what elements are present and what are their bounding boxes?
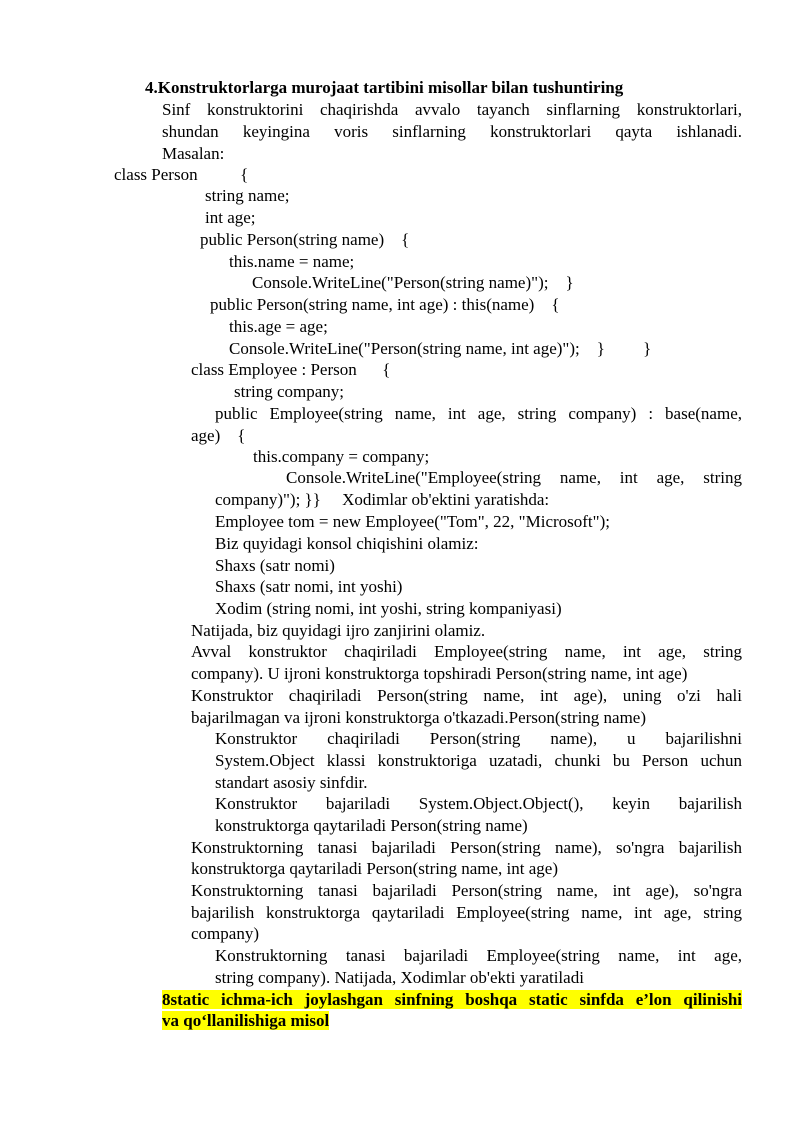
- code-line-15: Console.WriteLine("Employee(string name, int age, string: [286, 468, 742, 487]
- code-line-16: company)"); }} Xodimlar ob'ektini yaratishda:: [215, 490, 550, 509]
- code-line-14: this.company = company;: [253, 447, 430, 466]
- body-line-12: konstruktorga qaytariladi Person(string name, int age): [191, 859, 558, 878]
- code-line-4: public Person(string name) {: [200, 230, 410, 249]
- code-line-20: Shaxs (satr nomi, int yoshi): [215, 577, 403, 596]
- code-line-12: public Employee(string name, int age, string company) : base(name,: [215, 404, 742, 423]
- body-line-2: Avval konstruktor chaqiriladi Employee(string name, int age, string: [191, 642, 742, 661]
- section-4-heading: 4.Konstruktorlarga murojaat tartibini misollar bilan tushuntiring: [145, 78, 624, 97]
- code-line-9: Console.WriteLine("Person(string name, int age)"); } }: [229, 339, 652, 358]
- code-line-3: int age;: [205, 208, 256, 227]
- body-line-13: Konstruktorning tanasi bajariladi Person(string name, int age), so'ngra: [191, 881, 742, 900]
- body-line-11: Konstruktorning tanasi bajariladi Person(string name), so'ngra bajarilish: [191, 838, 742, 857]
- body-line-7: System.Object klassi konstruktoriga uzatadi, chunki bu Person uchun: [215, 751, 742, 770]
- section-8-heading-line-1: [162, 989, 742, 1011]
- highlighted-text: va qo‘llanilishiga misol: [162, 1011, 330, 1030]
- code-line-8: this.age = age;: [229, 317, 328, 336]
- intro-line-3: Masalan:: [162, 144, 225, 163]
- code-line-1: class Person {: [114, 165, 249, 184]
- body-line-6: Konstruktor chaqiriladi Person(string name), u bajarilishni: [215, 729, 742, 748]
- body-line-8: standart asosiy sinfdir.: [215, 773, 368, 792]
- body-line-14: bajarilish konstruktorga qaytariladi Employee(string name, int age, string: [191, 903, 742, 922]
- code-line-17: Employee tom = new Employee("Tom", 22, "Microsoft");: [215, 512, 610, 531]
- body-line-17: string company). Natijada, Xodimlar ob'ekti yaratiladi: [215, 968, 584, 987]
- code-line-11: string company;: [234, 382, 345, 401]
- body-line-4: Konstruktor chaqiriladi Person(string name, int age), uning o'zi hali: [191, 686, 742, 705]
- code-line-6: Console.WriteLine("Person(string name)"); }: [252, 273, 574, 292]
- body-line-3: company). U ijroni konstruktorga topshiradi Person(string name, int age): [191, 664, 688, 683]
- body-line-5: bajarilmagan va ijroni konstruktorga o'tkazadi.Person(string name): [191, 708, 647, 727]
- body-line-9: Konstruktor bajariladi System.Object.Object(), keyin bajarilish: [215, 794, 742, 813]
- body-line-15: company): [191, 924, 259, 943]
- intro-line-2: shundan keyingina voris sinflarning konstruktorlari qayta ishlanadi.: [162, 122, 742, 141]
- code-line-19: Shaxs (satr nomi): [215, 556, 335, 575]
- code-line-13: age) {: [191, 426, 246, 445]
- highlighted-text: 8static ichma-ich joylashgan sinfning boshqa static sinfda e’lon qilinishi: [162, 990, 742, 1009]
- code-line-10: class Employee : Person {: [191, 360, 391, 379]
- intro-line-1: Sinf konstruktorini chaqirishda avvalo tayanch sinflarning konstruktorlari,: [162, 100, 742, 119]
- code-line-21: Xodim (string nomi, int yoshi, string kompaniyasi): [215, 599, 562, 618]
- code-line-7: public Person(string name, int age) : this(name) {: [210, 295, 560, 314]
- code-line-18: Biz quyidagi konsol chiqishini olamiz:: [215, 534, 479, 553]
- code-line-5: this.name = name;: [229, 252, 355, 271]
- section-8-heading-line-2: [162, 1010, 329, 1032]
- body-line-16: Konstruktorning tanasi bajariladi Employee(string name, int age,: [215, 946, 742, 965]
- code-line-2: string name;: [205, 186, 290, 205]
- body-line-10: konstruktorga qaytariladi Person(string name): [215, 816, 528, 835]
- body-line-1: Natijada, biz quyidagi ijro zanjirini olamiz.: [191, 621, 486, 640]
